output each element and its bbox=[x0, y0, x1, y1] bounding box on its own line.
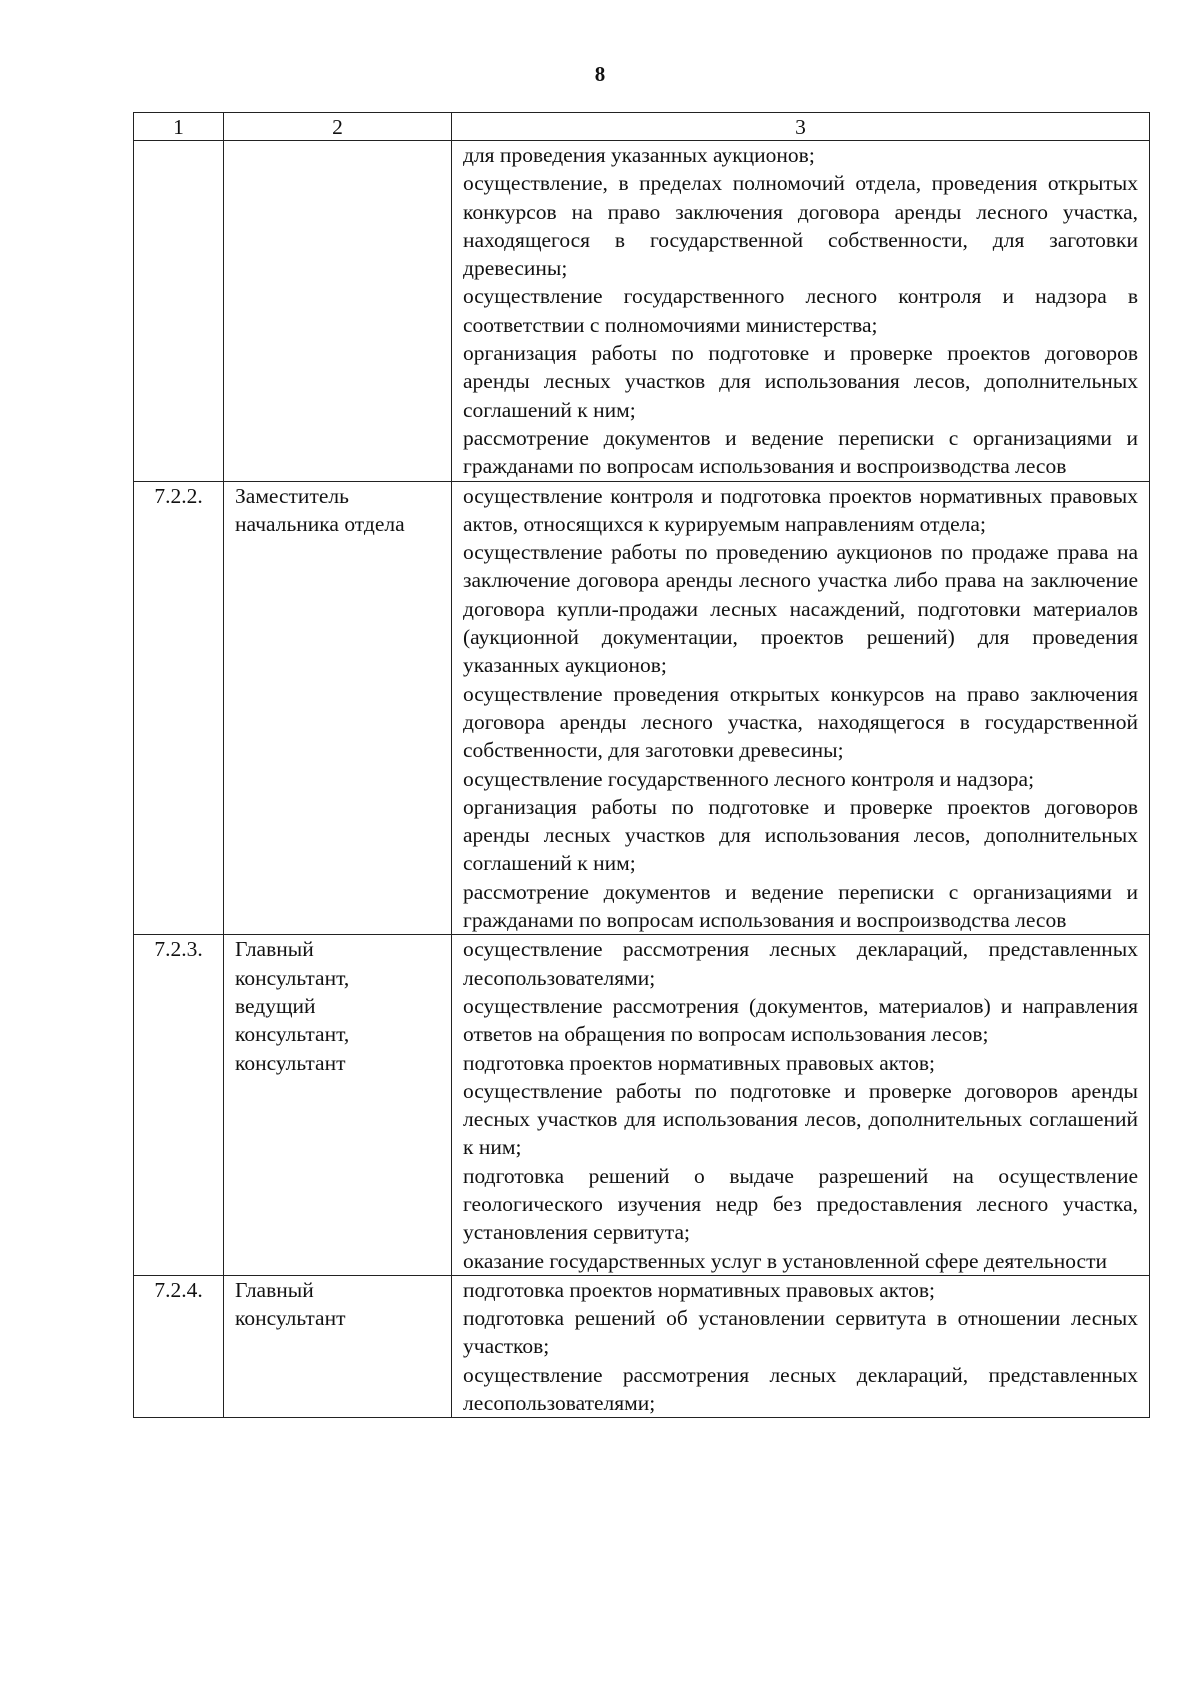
duty-item: организация работы по подготовке и проверке проектов договоров аренды лесных участков для использования лесов, дополнительных соглашений к ним; bbox=[463, 794, 1138, 876]
duty-item: осуществление работы по проведению аукционов по продаже права на заключение договора аренды лесного участка либо права на заключение договора купли-продажи лесных насаждений, подготовки материалов (аукционной документации, проектов решений) для проведения указанных аукционов; bbox=[463, 540, 1138, 678]
duty-item: оказание государственных услуг в установленной сфере деятельности bbox=[463, 1248, 1107, 1273]
column-header-1: 1 bbox=[134, 113, 224, 141]
table-row bbox=[134, 935, 1150, 1276]
duty-item: осуществление государственного лесного контроля и надзора в соответствии с полномочиями министерства; bbox=[463, 284, 1138, 337]
position-line: начальника отдела bbox=[235, 511, 405, 536]
row-number: 7.2.2. bbox=[134, 481, 224, 935]
duties-list bbox=[452, 481, 1150, 935]
position-line: консультант, bbox=[235, 1022, 350, 1047]
duty-item: подготовка решений об установлении сервитута в отношении лесных участков; bbox=[463, 1306, 1138, 1359]
row-number bbox=[134, 141, 224, 482]
position-line: ведущий bbox=[235, 993, 316, 1018]
page-number: 8 bbox=[594, 62, 606, 86]
duty-item: осуществление государственного лесного контроля и надзора; bbox=[463, 766, 1035, 791]
duty-item: осуществление рассмотрения (документов, материалов) и направления ответов на обращения по вопросам использования лесов; bbox=[463, 993, 1138, 1047]
column-header-3: 3 bbox=[452, 113, 1150, 141]
duty-item: подготовка решений о выдаче разрешений на осуществление геологического изучения недр без предоставления лесного участка, установления сервитута; bbox=[463, 1163, 1138, 1245]
table-header-row bbox=[134, 113, 1150, 141]
duty-item: организация работы по подготовке и проверке проектов договоров аренды лесных участков для использования лесов, дополнительных соглашений к ним; bbox=[463, 341, 1138, 422]
duties-list bbox=[452, 935, 1150, 1276]
column-header-2: 2 bbox=[224, 113, 452, 141]
duty-item: рассмотрение документов и ведение переписки с организациями и гражданами по вопросам использования и воспроизводства лесов bbox=[463, 425, 1138, 479]
table-row bbox=[134, 481, 1150, 935]
position-line: консультант bbox=[235, 1306, 346, 1331]
duties-list bbox=[452, 141, 1150, 482]
position-title bbox=[224, 141, 452, 482]
position-title bbox=[224, 481, 452, 935]
duty-item: рассмотрение документов и ведение переписки с организациями и гражданами по вопросам использования и воспроизводства лесов bbox=[463, 879, 1138, 933]
position-line: консультант, bbox=[235, 965, 350, 990]
position-title bbox=[224, 1275, 452, 1417]
duty-item: осуществление проведения открытых конкурсов на право заключения договора аренды лесного участка, находящегося в государственной собственности, для заготовки древесины; bbox=[463, 681, 1138, 763]
table-row bbox=[134, 1275, 1150, 1417]
row-number: 7.2.3. bbox=[134, 935, 224, 1276]
duty-item: осуществление контроля и подготовка проектов нормативных правовых актов, относящихся к курируемым направлениям отдела; bbox=[463, 483, 1138, 536]
position-line: консультант bbox=[235, 1050, 346, 1075]
duty-item: подготовка проектов нормативных правовых актов; bbox=[463, 1050, 935, 1075]
duty-item: осуществление, в пределах полномочий отдела, проведения открытых конкурсов на право заключения договора аренды лесного участка, находящегося в государственной собственности, для заготовки древесины; bbox=[463, 171, 1138, 281]
position-line: Заместитель bbox=[235, 483, 349, 508]
duty-item: подготовка проектов нормативных правовых актов; bbox=[463, 1277, 935, 1302]
duty-item: осуществление рассмотрения лесных деклараций, представленных лесопользователями; bbox=[463, 937, 1138, 990]
row-number: 7.2.4. bbox=[134, 1275, 224, 1417]
duty-item: для проведения указанных аукционов; bbox=[463, 143, 815, 167]
position-title bbox=[224, 935, 452, 1276]
position-line: Главный bbox=[235, 937, 314, 962]
duty-item: осуществление рассмотрения лесных деклараций, представленных лесопользователями; bbox=[463, 1362, 1138, 1416]
duties-list bbox=[452, 1275, 1150, 1417]
table-row bbox=[134, 141, 1150, 482]
duties-table bbox=[133, 112, 1150, 1418]
position-line: Главный bbox=[235, 1277, 314, 1302]
duty-item: осуществление работы по подготовке и проверке договоров аренды лесных участков для использования лесов, дополнительных соглашений к ним; bbox=[463, 1078, 1138, 1160]
